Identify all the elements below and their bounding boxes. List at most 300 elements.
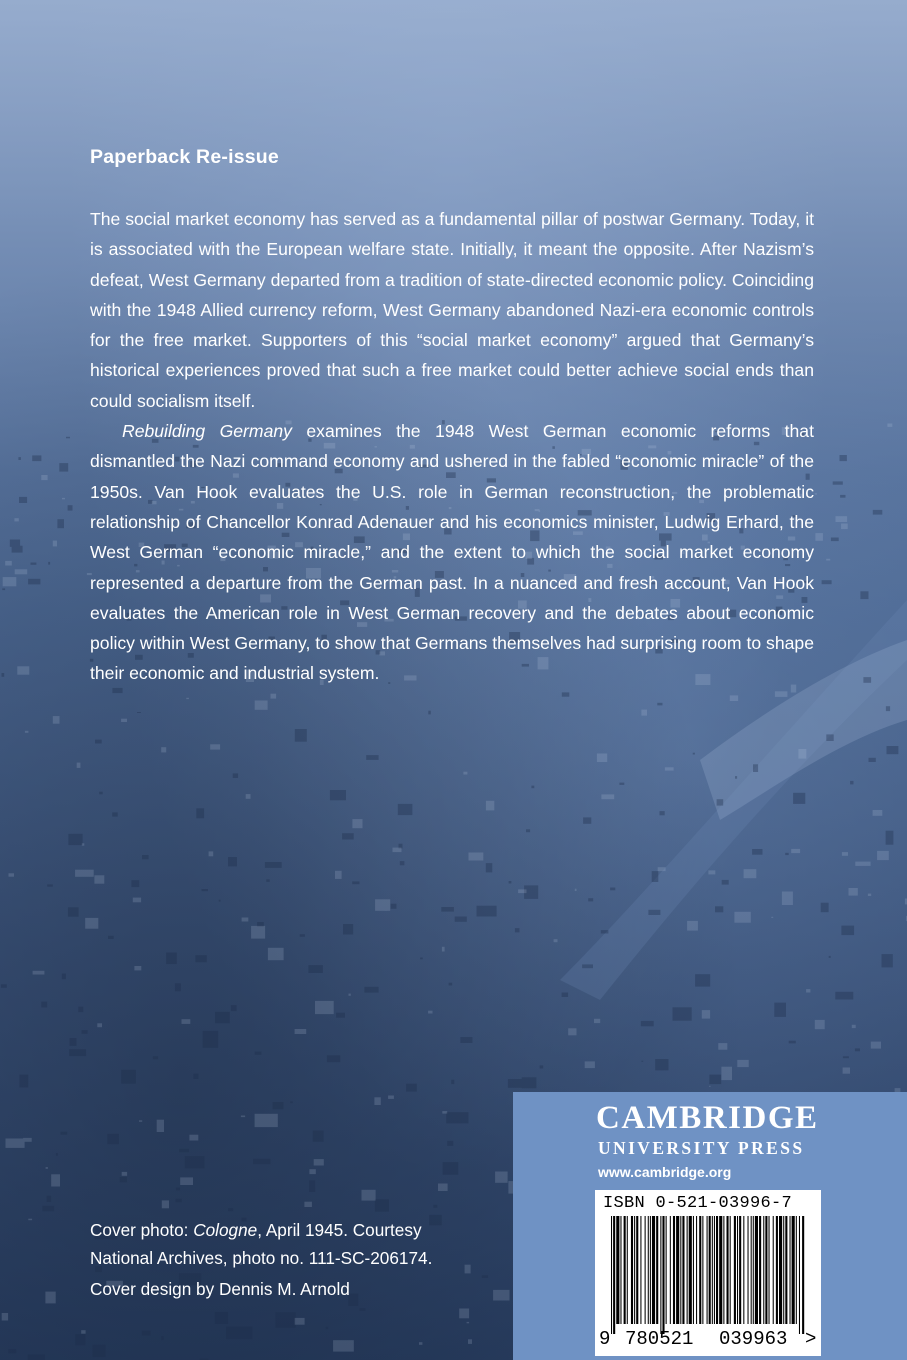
rubble-patch (53, 541, 57, 547)
publisher-name: CAMBRIDGE (596, 1100, 819, 1136)
barcode-bar (773, 1216, 774, 1324)
rubble-patch (295, 1029, 307, 1034)
rubble-patch (195, 955, 206, 962)
rubble-patch (53, 716, 60, 724)
ean-first-digit: 9 (599, 1328, 611, 1350)
ean-left-group: 780521 (625, 1328, 694, 1350)
rubble-patch (182, 1019, 191, 1024)
rubble-patch (468, 1339, 472, 1344)
rubble-patch (180, 1177, 193, 1185)
rubble-patch (333, 1340, 354, 1351)
rubble-patch (112, 812, 118, 816)
rubble-patch (428, 1011, 432, 1014)
rubble-patch (189, 1135, 198, 1141)
rubble-patch (82, 1030, 88, 1034)
barcode-bar (662, 1216, 664, 1334)
rubble-patch (246, 794, 251, 799)
publisher-subtitle: UNIVERSITY PRESS (598, 1138, 805, 1158)
barcode-bar (702, 1216, 703, 1324)
barcode-bar (707, 1216, 708, 1324)
rubble-patch (709, 1075, 721, 1085)
rubble-patch (815, 1020, 825, 1029)
rubble-patch (852, 1025, 856, 1028)
rubble-patch (121, 1070, 136, 1084)
rubble-patch (157, 1120, 164, 1132)
rubble-patch (460, 1037, 472, 1043)
rubble-patch (730, 695, 738, 701)
rubble-patch (882, 954, 893, 967)
rubble-patch (41, 1002, 47, 1008)
ean-right-group: 039963 (719, 1328, 788, 1350)
rubble-patch (375, 1199, 389, 1211)
rubble-patch (275, 1312, 295, 1328)
barcode-bar (783, 1216, 784, 1324)
rubble-patch (179, 1149, 189, 1152)
barcode-bar (631, 1216, 633, 1324)
rubble-patch (806, 989, 810, 992)
rubble-patch (708, 870, 715, 874)
rubble-patch (822, 580, 832, 584)
rubble-patch (48, 562, 50, 565)
rubble-patch (871, 1042, 881, 1049)
rubble-patch (652, 871, 659, 882)
rubble-patch (641, 710, 647, 716)
rubble-patch (25, 731, 29, 733)
rubble-patch (785, 853, 789, 855)
rubble-patch (93, 1345, 106, 1357)
rubble-patch (314, 1159, 324, 1165)
rubble-patch (619, 783, 624, 785)
rubble-patch (255, 701, 268, 710)
rubble-patch (449, 983, 453, 986)
barcode-bar (719, 1216, 722, 1324)
rubble-patch (77, 763, 81, 768)
barcode-bar (666, 1216, 667, 1324)
rubble-patch (75, 870, 94, 877)
barcode-bar (687, 1216, 688, 1324)
rubble-patch (241, 1116, 245, 1118)
rubble-patch (385, 908, 388, 911)
barcode-bar (753, 1216, 754, 1324)
barcode-bar (730, 1216, 731, 1324)
barcode-bar (660, 1216, 661, 1334)
rubble-patch (326, 1327, 329, 1329)
barcode-bar (743, 1216, 744, 1324)
rubble-patch (210, 744, 220, 749)
rubble-patch (815, 493, 817, 494)
barcode-bar (739, 1216, 741, 1324)
rubble-patch (175, 983, 181, 991)
barcode-bar (670, 1216, 671, 1324)
barcode-bar (755, 1216, 758, 1324)
rubble-patch (442, 947, 445, 952)
barcode-bar (785, 1216, 787, 1324)
rubble-patch (95, 740, 102, 744)
publisher-panel (513, 1092, 907, 1360)
rubble-patch (815, 533, 823, 541)
rubble-patch (300, 934, 305, 937)
rubble-patch (228, 1208, 233, 1211)
rubble-patch (789, 1041, 796, 1044)
rubble-patch (655, 1059, 668, 1070)
rubble-patch (665, 767, 674, 770)
rubble-patch (826, 734, 833, 741)
rubble-patch (3, 577, 17, 586)
rubble-patch (2, 673, 5, 677)
rubble-patch (32, 455, 41, 461)
barcode-bar (759, 1216, 761, 1324)
rubble-patch (518, 889, 526, 893)
barcode-bar (763, 1216, 764, 1324)
rubble-patch (467, 1322, 470, 1323)
barcode-bar (776, 1216, 778, 1324)
rubble-patch (108, 936, 114, 939)
barcode-bar (765, 1216, 767, 1324)
rubble-patch (842, 852, 848, 856)
barcode-bar (689, 1216, 692, 1324)
barcode-bar (650, 1216, 651, 1324)
rubble-patch (863, 677, 871, 683)
barcode-bar (693, 1216, 694, 1324)
rubble-patch (438, 1184, 448, 1192)
rubble-patch (231, 1005, 237, 1011)
rubble-patch (873, 810, 883, 816)
barcode-bar (652, 1216, 655, 1324)
rubble-patch (78, 1007, 83, 1013)
rubble-patch (753, 764, 758, 772)
barcode-bar (734, 1216, 736, 1324)
rubble-patch (855, 1048, 860, 1051)
rubble-patch (601, 930, 609, 933)
rubble-patch (215, 1012, 230, 1024)
rubble-patch (821, 903, 829, 913)
rubble-patch (515, 928, 520, 932)
photo-date: , April 1945. Courtesy (257, 1220, 422, 1240)
rubble-patch (14, 518, 18, 521)
isbn-barcode (595, 1190, 821, 1356)
rubble-patch (441, 907, 454, 912)
rubble-patch (2, 588, 5, 590)
photo-place: Cologne (193, 1220, 258, 1240)
barcode-bar (723, 1216, 724, 1324)
rubble-patch (660, 811, 665, 815)
barcode-bar (627, 1216, 628, 1324)
rubble-patch (463, 772, 467, 775)
rubble-patch (833, 481, 843, 484)
rubble-patch (228, 857, 237, 866)
rubble-patch (186, 698, 189, 699)
rubble-patch (62, 498, 65, 499)
rubble-patch (836, 516, 848, 522)
rubble-patch (829, 956, 831, 958)
rubble-patch (447, 1141, 453, 1146)
rubble-patch (75, 1334, 85, 1345)
rubble-patch (446, 1112, 468, 1123)
rubble-patch (843, 1056, 849, 1058)
ean-digits (595, 1326, 821, 1356)
rubble-patch (843, 1068, 850, 1074)
rubble-patch (33, 971, 45, 975)
rubble-patch (330, 790, 346, 800)
rubble-patch (406, 1084, 417, 1092)
rubble-patch (47, 884, 53, 886)
barcode-bar (799, 1216, 800, 1334)
rubble-patch (393, 848, 402, 853)
rubble-patch (308, 965, 323, 973)
barcode-bar (792, 1216, 795, 1324)
rubble-patch (831, 538, 839, 542)
rubble-patch (46, 1167, 48, 1169)
rubble-patch (203, 1031, 219, 1048)
rubble-patch (734, 912, 750, 923)
barcode-bar (680, 1216, 681, 1324)
rubble-patch (41, 475, 47, 480)
barcode-bar (676, 1216, 679, 1324)
rubble-patch (791, 849, 800, 853)
rubble-patch (826, 559, 830, 561)
rubble-patch (209, 851, 214, 856)
rubble-patch (176, 1199, 182, 1203)
rubble-patch (849, 888, 858, 896)
barcode-bar (714, 1216, 715, 1324)
rubble-patch (887, 746, 899, 754)
rubble-patch (196, 808, 204, 818)
rubble-patch (335, 871, 342, 879)
rubble-patch (693, 753, 695, 755)
rubble-patch (455, 917, 467, 922)
rubble-patch (443, 1162, 459, 1175)
rubble-patch (162, 1200, 169, 1208)
rubble-patch (433, 1205, 437, 1208)
rubble-patch (391, 904, 397, 909)
rubble-patch (886, 706, 890, 711)
rubble-patch (142, 1331, 151, 1336)
rubble-patch (841, 524, 848, 530)
rubble-patch (451, 1080, 454, 1084)
barcode-bar (624, 1216, 626, 1324)
photo-credit-line-2: National Archives, photo no. 111-SC-206174. (90, 1248, 433, 1268)
rubble-patch (266, 879, 269, 882)
rubble-patch (309, 1180, 315, 1192)
rubble-patch (82, 843, 85, 845)
rubble-patch (477, 906, 497, 917)
rubble-patch (442, 1111, 447, 1114)
rubble-patch (28, 1219, 32, 1221)
rubble-patch (752, 849, 762, 855)
rubble-patch (588, 898, 593, 901)
rubble-patch (360, 1308, 366, 1311)
barcode-bar (682, 1216, 684, 1324)
rubble-patch (142, 855, 149, 859)
rubble-patch (715, 906, 723, 912)
rubble-patch (366, 755, 378, 760)
barcode-bar (790, 1216, 791, 1324)
barcode-bar (611, 1216, 612, 1334)
rubble-patch (420, 958, 423, 960)
rubble-patch (375, 899, 390, 911)
barcode-bar (712, 1216, 713, 1324)
rubble-patch (122, 1172, 127, 1176)
rubble-patch (342, 833, 354, 839)
rubble-patch (42, 1206, 54, 1212)
rubble-patch (362, 1190, 376, 1201)
rubble-patch (137, 712, 141, 713)
rubble-patch (5, 561, 12, 566)
rubble-patch (695, 974, 710, 986)
rubble-patch (400, 861, 405, 865)
rubble-patch (419, 1342, 422, 1345)
rubble-patch (2, 1313, 8, 1321)
barcode-bars (609, 1216, 809, 1334)
rubble-patch (19, 497, 27, 503)
barcode-bar (769, 1216, 770, 1324)
rubble-patch (771, 917, 773, 918)
rubble-patch (709, 1086, 711, 1087)
rubble-patch (522, 1077, 537, 1088)
rubble-patch (268, 948, 284, 960)
rubble-patch (352, 881, 359, 884)
rubble-patch (45, 1292, 55, 1304)
barcode-bar (727, 1216, 729, 1324)
rubble-patch (798, 749, 806, 759)
rubble-patch (594, 1019, 600, 1023)
barcode-bar (751, 1216, 752, 1324)
rubble-patch (9, 873, 15, 876)
rubble-patch (309, 1169, 315, 1174)
rubble-patch (774, 1003, 786, 1017)
rubble-patch (10, 540, 20, 547)
rubble-patch (841, 926, 854, 936)
rubble-patch (28, 1354, 45, 1360)
barcode-bar (636, 1216, 638, 1324)
rubble-patch (349, 994, 351, 996)
rubble-patch (219, 900, 221, 902)
rubble-patch (336, 1013, 345, 1018)
barcode-bar (645, 1216, 646, 1324)
rubble-patch (855, 862, 870, 866)
rubble-patch (687, 921, 698, 931)
rubble-patch (295, 1318, 305, 1325)
photo-credit-line-1 (90, 1216, 490, 1244)
rubble-patch (226, 1327, 253, 1340)
rubble-patch (265, 862, 282, 868)
barcode-bar (696, 1216, 697, 1324)
barcode-bar (656, 1216, 658, 1324)
rubble-patch (737, 1060, 748, 1067)
rubble-patch (8, 1349, 16, 1354)
rubble-patch (343, 924, 353, 935)
rubble-patch (273, 1102, 284, 1109)
rubble-patch (185, 1156, 205, 1168)
rubble-patch (486, 863, 493, 872)
rubble-patch (176, 1188, 180, 1191)
rubble-patch (85, 918, 98, 929)
rubble-patch (641, 1021, 654, 1026)
rubble-patch (133, 898, 141, 903)
rubble-patch (585, 1061, 595, 1068)
rubble-patch (47, 1196, 52, 1202)
rubble-patch (583, 817, 591, 823)
rubble-patch (202, 889, 209, 891)
rubble-patch (782, 892, 793, 906)
rubble-patch (62, 974, 66, 980)
rubble-patch (315, 1001, 334, 1014)
rubble-patch (364, 987, 378, 993)
rubble-patch (56, 1153, 58, 1156)
rubble-patch (540, 1065, 544, 1068)
barcode-bar (796, 1216, 797, 1324)
description-paragraph-2-text: examines the 1948 West German economic reforms that dismantled the Nazi command economy and ushered in the fabled “economic miracle” of the 1950s. Van Hook evaluates the U.S. role in German reconstruction, the problematic relationship of Chancellor Konrad Adenauer and his economics minister, Ludwig Erhard, the West German “economic miracle,” and the extent to which the social market economy represented a departure from the German past. In a nuanced and fresh account, Van Hook evaluates the American role in West German recovery and the debates about economic policy within West Germany, to show that Germans themselves had surprising room to shape their economic and industrial system. (90, 421, 814, 684)
rubble-patch (251, 926, 265, 939)
rubble-patch (161, 1336, 164, 1340)
rubble-patch (68, 907, 79, 916)
rubble-patch (840, 495, 845, 498)
rubble-patch (68, 505, 73, 510)
rubble-patch (242, 918, 249, 922)
rubble-patch (610, 888, 615, 891)
barcode-bar (737, 1216, 738, 1324)
rubble-patch (313, 1131, 324, 1142)
barcode-bar (802, 1216, 804, 1334)
barcode-bar (640, 1216, 641, 1324)
rubble-patch (166, 953, 177, 965)
rubble-patch (94, 875, 104, 883)
rubble-patch (153, 1056, 158, 1059)
rubble-patch (271, 694, 277, 699)
barcode-bar (779, 1216, 782, 1324)
barcode-bar (673, 1216, 675, 1324)
publisher-url: www.cambridge.org (598, 1164, 732, 1180)
rubble-patch (648, 910, 660, 915)
rubble-patch (255, 1114, 278, 1127)
description-paragraph-1: The social market economy has served as a fundamental pillar of postwar Germany. Today, it is associated with the European welfare state. Initially, it meant the opposite. After Nazism’s defeat, West Germany departed from a tradition of state-directed economic policy. Coinciding with the 1948 Allied currency reform, West Germany abandoned Nazi-era economic controls for the free market. Supporters of this “social market economy” argued that Germany’s historical experiences proved that such a free market could better achieve social ends than could socialism itself. (90, 209, 814, 411)
rubble-patch (66, 437, 70, 439)
barcode-bar (709, 1216, 711, 1324)
rubble-patch (253, 1159, 270, 1165)
rubble-patch (840, 455, 847, 461)
rubble-patch (673, 1007, 692, 1020)
rubble-patch (562, 692, 570, 696)
rubble-patch (193, 1074, 198, 1079)
barcode-bar (699, 1216, 701, 1324)
rubble-patch (835, 992, 853, 1000)
rubble-patch (495, 1172, 508, 1183)
rubble-patch (597, 754, 607, 763)
rubble-patch (493, 1290, 509, 1301)
rubble-patch (120, 1177, 127, 1182)
barcode-bar (616, 1216, 619, 1324)
rubble-patch (657, 703, 662, 706)
barcode-bar (648, 1216, 649, 1324)
photo-credit-prefix: Cover photo: (90, 1220, 194, 1240)
rubble-patch (255, 1052, 262, 1055)
cover-credits (90, 1216, 490, 1303)
rubble-patch (582, 964, 593, 968)
rubble-patch (877, 851, 889, 860)
rubble-patch (57, 519, 64, 528)
rubble-patch (69, 1049, 86, 1056)
rubble-patch (107, 1134, 119, 1144)
rubble-patch (6, 1139, 25, 1148)
book-title: Rebuilding Germany (122, 421, 292, 442)
rubble-patch (131, 880, 139, 887)
barcode-bar (620, 1216, 621, 1324)
rubble-patch (562, 993, 569, 998)
rubble-patch (290, 1101, 293, 1103)
rubble-patch (19, 1075, 28, 1088)
rubble-patch (161, 747, 166, 752)
rubble-patch (869, 758, 876, 762)
